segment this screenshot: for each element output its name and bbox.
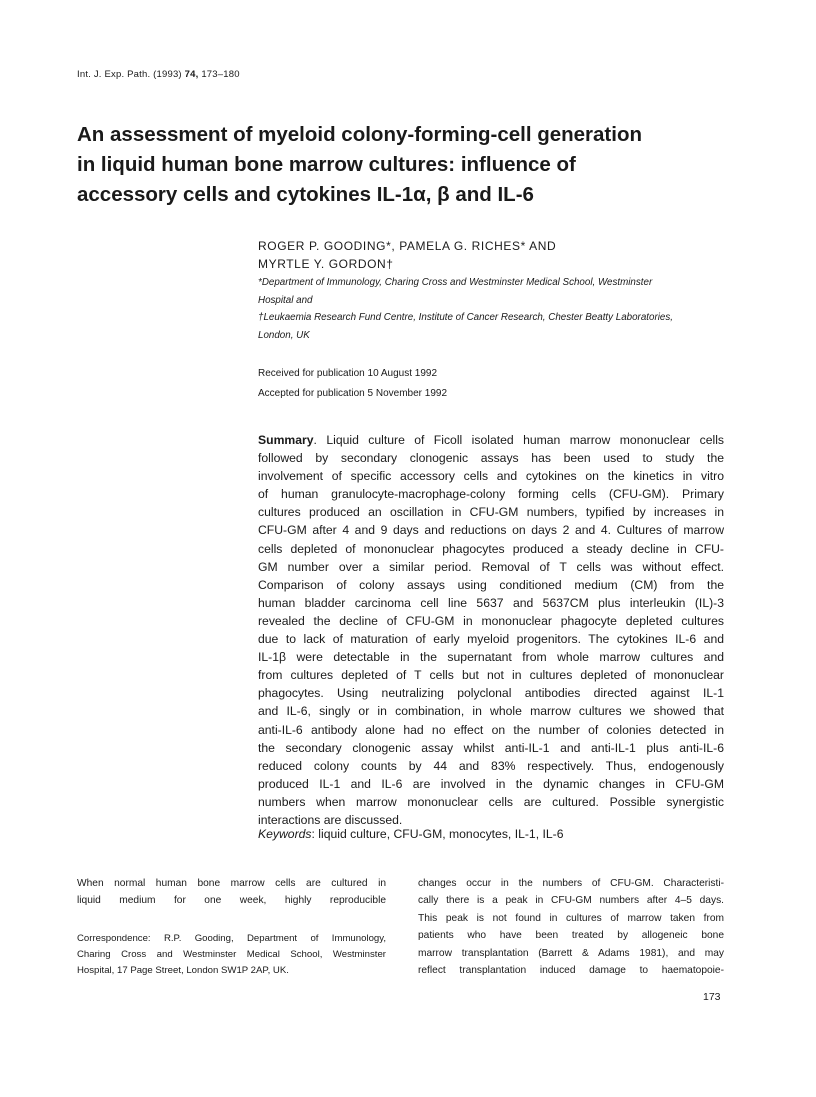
article-title — [77, 120, 757, 210]
title-line: An assessment of myeloid colony-forming-cell generation — [77, 123, 643, 146]
journal-citation — [77, 69, 240, 80]
citation-volume: 74, — [184, 69, 199, 80]
correspondence-line: Charing Cross and Westminster Medical School, Westminster — [77, 949, 386, 960]
publication-dates — [258, 364, 447, 404]
body-line: This peak is not found in cultures of marrow taken from — [418, 912, 724, 924]
body-line: reflect transplantation induced damage to haematopoie- — [418, 965, 724, 977]
summary-line: reduced colony counts by 44 and 83% respectively. Thus, endogenously — [258, 758, 724, 773]
summary-line: IL-1β were detectable in the supernatant from whole marrow cultures and — [258, 650, 724, 665]
body-line: patients who have been treated by allogeneic bone — [418, 930, 724, 942]
affiliation-line: †Leukaemia Research Fund Centre, Institute of Cancer Research, Chester Beatty Laboratories, — [258, 312, 673, 323]
summary-line: due to lack of maturation of early myeloid progenitors. The cytokines IL-6 and — [258, 632, 724, 647]
summary-line: Summary. Liquid culture of Ficoll isolated human marrow mononuclear cells — [258, 433, 724, 447]
summary-line: interactions are discussed. — [258, 812, 403, 827]
summary-line: the secondary clonogenic assay whilst anti-IL-1 and anti-IL-1 plus anti-IL-6 — [258, 740, 724, 755]
summary-line: from cultures depleted of T cells but not in cultures depleted of mononuclear — [258, 668, 724, 683]
body-line: changes occur in the numbers of CFU-GM. Characteristi- — [418, 878, 724, 889]
title-line: accessory cells and cytokines IL-1α, β and IL-6 — [77, 183, 534, 206]
summary-abstract — [258, 431, 724, 829]
affiliations — [258, 274, 728, 344]
title-line: in liquid human bone marrow cultures: influence of — [77, 153, 576, 176]
summary-line: revealed the decline of CFU-GM in mononuclear phagocyte depleted cultures — [258, 613, 724, 628]
body-line: marrow transplantation (Barrett & Adams 1981), and may — [418, 947, 724, 959]
summary-heading: Summary — [258, 433, 314, 447]
correspondence-note — [77, 931, 386, 979]
author-line: MYRTLE Y. GORDON† — [258, 257, 394, 271]
summary-line: produced IL-1 and IL-6 are involved in the dynamic changes in CFU-GM — [258, 776, 724, 791]
body-column-left — [77, 875, 386, 910]
summary-line: human bladder carcinoma cell line 5637 and 5637CM plus interleukin (IL)-3 — [258, 595, 724, 610]
keywords — [258, 827, 563, 841]
keywords-text: : liquid culture, CFU-GM, monocytes, IL-1, IL-6 — [311, 827, 564, 841]
correspondence-line: Correspondence: R.P. Gooding, Department of Immunology, — [77, 933, 386, 944]
summary-line: anti-IL-6 antibody alone had no effect on the number of colonies detected in — [258, 722, 724, 737]
accepted-date: Accepted for publication 5 November 1992 — [258, 388, 448, 399]
citation-pages: 173–180 — [201, 69, 240, 80]
affiliation-line: *Department of Immunology, Charing Cross and Westminster Medical School, Westminster — [258, 277, 653, 288]
body-line: cally there is a peak in CFU-GM numbers after 4–5 days. — [418, 895, 724, 907]
page-number: 173 — [703, 991, 721, 1003]
summary-line: followed by secondary clonogenic assays has been used to study the — [258, 451, 724, 466]
summary-line: and IL-6, singly or in combination, in whole marrow cultures we showed that — [258, 704, 724, 719]
keywords-label: Keywords — [258, 827, 312, 841]
summary-line: GM number over a similar period. Removal of T cells was without effect. — [258, 559, 724, 574]
affiliation-line: London, UK — [258, 329, 310, 341]
summary-line: cells depleted of mononuclear phagocytes produced a steady decline in CFU- — [258, 541, 724, 556]
summary-line: of human granulocyte-macrophage-colony forming cells (CFU-GM). Primary — [258, 487, 724, 502]
summary-line: CFU-GM after 4 and 9 days and reductions on days 2 and 4. Cultures of marrow — [258, 523, 724, 538]
body-column-right — [418, 875, 724, 979]
summary-line: Comparison of colony assays using conditioned medium (CM) from the — [258, 577, 724, 592]
summary-line: numbers when marrow mononuclear cells are cultured. Possible synergistic — [258, 794, 724, 809]
body-line: When normal human bone marrow cells are cultured in — [77, 878, 386, 889]
author-line: ROGER P. GOODING*, PAMELA G. RICHES* AND — [258, 239, 557, 253]
summary-line: involvement of specific accessory cells and cytokines on the kinetics in vitro — [258, 469, 724, 484]
summary-line: cultures produced an oscillation in CFU-GM numbers, typified by increases in — [258, 505, 724, 520]
body-line: liquid medium for one week, highly reproducible — [77, 895, 386, 907]
correspondence-line: Hospital, 17 Page Street, London SW1P 2AP, UK. — [77, 965, 289, 976]
citation-journal: Int. J. Exp. Path. (1993) — [77, 69, 182, 80]
received-date: Received for publication 10 August 1992 — [258, 368, 438, 379]
author-list — [258, 237, 556, 273]
affiliation-line: Hospital and — [258, 294, 313, 306]
summary-line: phagocytes. Using neutralizing polyclonal antibodies directed against IL-1 — [258, 686, 724, 701]
